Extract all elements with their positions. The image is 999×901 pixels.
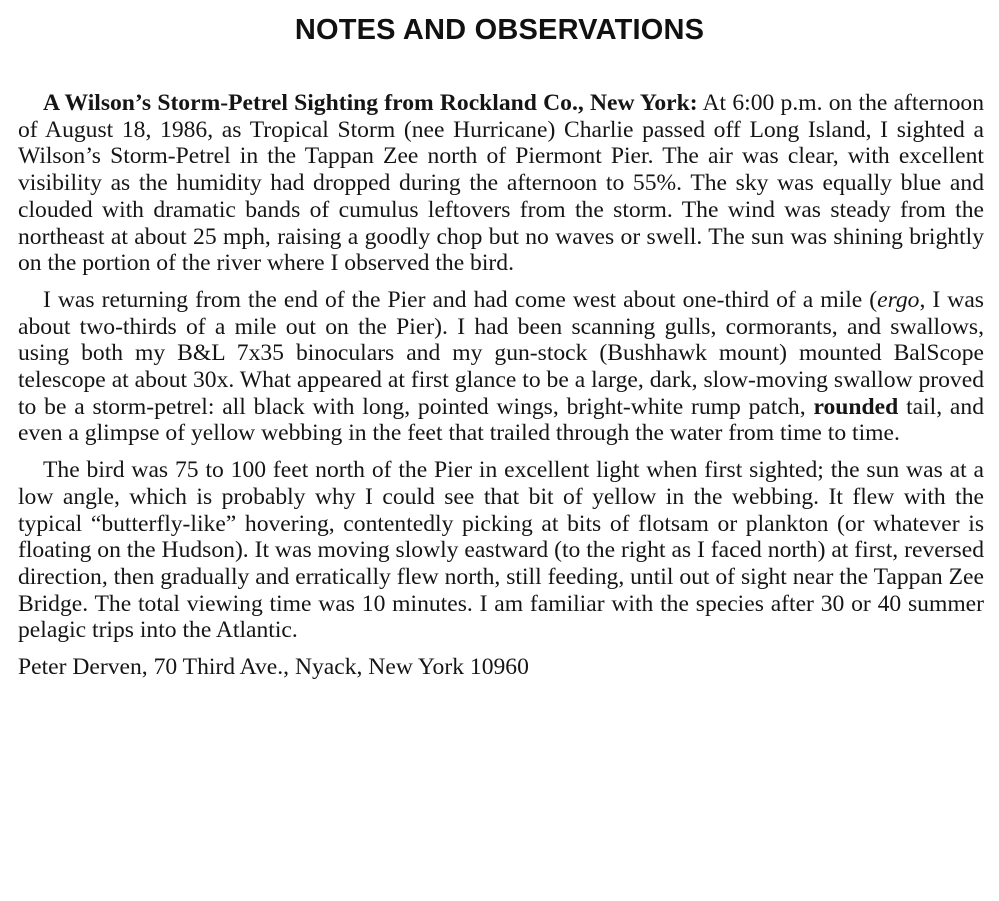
paragraph-2 [18, 287, 984, 447]
paragraph-2-italic: ergo [877, 286, 920, 313]
paragraph-3 [18, 457, 984, 644]
paragraph-1-text: At 6:00 p.m. on the afternoon of August 18, 1986, as Tropical Storm (nee Hurricane) Charlie passed off Long Island, I sighted a Wilson’s Storm-Petrel in the Tappan Zee north of Piermont Pier. The air was clear, with excellent visibility as the humidity had dropped during the afternoon to 55%. The sky was equally blue and clouded with dramatic bands of cumulus leftovers from the storm. The wind was steady from the northeast at about 25 mph, raising a goodly chop but no waves or swell. The sun was shining brightly on the portion of the river where I observed the bird. [18, 90, 984, 277]
author-signature: Peter Derven, 70 Third Ave., Nyack, New York 10960 [18, 654, 529, 681]
section-title: NOTES AND OBSERVATIONS [294, 14, 705, 46]
article-body [18, 90, 984, 691]
paragraph-1 [18, 90, 984, 277]
paragraph-2-text-a: I was returning from the end of the Pier and had come west about one-third of a mile ( [43, 286, 878, 313]
paragraph-2-bold: rounded [813, 393, 899, 420]
paragraph-2-text-b: , I was about two-thirds of a mile out on the Pier). I had been scanning gulls, cormorants, and swallows, using both my B&L 7x35 binoculars and my gun-stock (Bushhawk mount) mounted BalScope telescope at about 30x. What appeared at first glance to be a large, dark, slow-moving swallow proved to be a storm-petrel: all black with long, pointed wings, bright-white rump patch, [18, 286, 984, 420]
paragraph-3-text: The bird was 75 to 100 feet north of the Pier in excellent light when first sighted; the sun was at a low angle, which is probably why I could see that bit of yellow in the webbing. It flew with the typical “butterfly-like” hovering, contentedly picking at bits of flotsam or plankton (or whatever is floating on the Hudson). It was moving slowly eastward (to the right as I faced north) at first, reversed direction, then gradually and erratically flew north, still feeding, until out of sight near the Tappan Zee Bridge. The total viewing time was 10 minutes. I am familiar with the species after 30 or 40 summer pelagic trips into the Atlantic. [18, 457, 984, 644]
paragraph-2-text-c: tail, and even a glimpse of yellow webbing in the feet that trailed through the water from time to time. [18, 393, 984, 447]
article-heading: A Wilson’s Storm-Petrel Sighting from Rockland Co., New York: [43, 90, 698, 116]
